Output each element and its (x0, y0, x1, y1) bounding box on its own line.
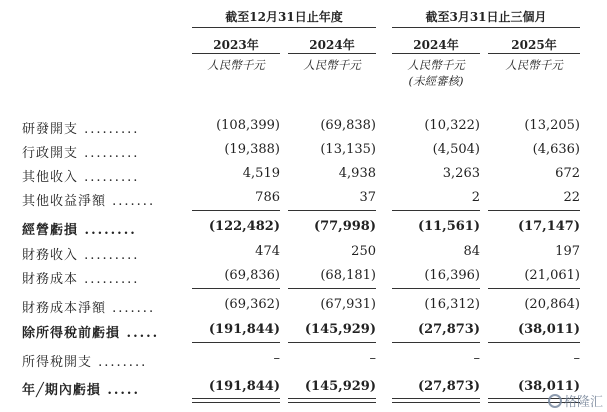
subtotal-rule (392, 342, 480, 343)
row-label-text: 財務收入 (22, 248, 79, 263)
leader-dots: ....... (106, 194, 156, 209)
cell-value: 2 (471, 190, 480, 205)
leader-dots: ......... (78, 122, 140, 137)
cell-value: (27,873) (417, 379, 480, 394)
row-label (22, 142, 139, 161)
row-label (22, 166, 139, 185)
cell-value: (21,061) (524, 268, 580, 283)
cell-value: 250 (351, 244, 376, 259)
cell-value: (191,844) (208, 379, 280, 394)
cell-value: (68,181) (320, 268, 376, 283)
header-group-quarter: 截至3月31日止三個月 (425, 10, 547, 24)
subtotal-rule (288, 210, 376, 211)
year-2024-annual: 2024年 (309, 38, 355, 52)
cell-value: 37 (359, 190, 376, 205)
header-group-rule-2 (392, 27, 580, 28)
subtotal-rule (488, 210, 580, 211)
cell-value: (145,929) (304, 379, 376, 394)
total-double-rule (288, 402, 376, 403)
leader-dots: ........ (78, 223, 137, 238)
row-label (22, 118, 139, 137)
cell-value: (27,873) (417, 322, 480, 337)
cell-value: (69,838) (320, 118, 376, 133)
cell-value: 786 (255, 190, 280, 205)
header-group-rule-1 (192, 27, 376, 28)
cell-value: (20,864) (524, 297, 580, 312)
cell-value: – (273, 351, 280, 366)
row-label-text: 財務成本淨額 (22, 301, 107, 316)
leader-dots: ......... (78, 170, 140, 185)
cell-value: (77,998) (313, 219, 376, 234)
cell-value: (38,011) (517, 322, 580, 337)
leader-dots: ..... (100, 383, 140, 398)
watermark-text: 格隆汇 (563, 395, 603, 410)
cell-value: (69,836) (224, 268, 280, 283)
cell-value: 4,938 (338, 166, 376, 181)
row-label (22, 244, 139, 263)
year-2023: 2023年 (213, 38, 259, 52)
subtotal-rule (488, 288, 580, 289)
cell-value: (13,135) (320, 142, 376, 157)
unit-col-2: 人民幣千元 (303, 58, 361, 72)
cell-value: (191,844) (208, 322, 280, 337)
cell-value: (122,482) (208, 219, 280, 234)
cell-value: 197 (555, 244, 580, 259)
cell-value: – (473, 351, 480, 366)
cell-value: 474 (255, 244, 280, 259)
cell-value: 672 (555, 166, 580, 181)
row-label-text: 財務成本 (22, 272, 79, 287)
unit-col-3: 人民幣千元 (407, 58, 465, 72)
row-label-text: 年╱期內虧損 (22, 383, 101, 398)
total-double-rule (192, 398, 280, 399)
subtotal-rule (288, 288, 376, 289)
total-double-rule (288, 398, 376, 399)
row-label-text: 行政開支 (22, 146, 79, 161)
leader-dots: ..... (120, 326, 160, 341)
subtotal-rule (392, 288, 480, 289)
subtotal-rule (488, 342, 580, 343)
year-rule-3 (392, 53, 480, 54)
cell-value: (19,388) (224, 142, 280, 157)
total-double-rule (192, 402, 280, 403)
cell-value: – (573, 351, 580, 366)
cell-value: (69,362) (224, 297, 280, 312)
row-label-text: 研發開支 (22, 122, 79, 137)
unit-col-4: 人民幣千元 (505, 58, 563, 72)
year-rule-2 (288, 53, 376, 54)
cell-value: (16,396) (424, 268, 480, 283)
row-label (22, 351, 147, 370)
row-label (22, 190, 155, 209)
cell-value: (10,322) (424, 118, 480, 133)
subtotal-rule (392, 210, 480, 211)
header-group-annual: 截至12月31日止年度 (225, 10, 343, 24)
row-label-text: 其他收益淨額 (22, 194, 107, 209)
cell-value: (4,636) (532, 142, 580, 157)
subtotal-rule (192, 210, 280, 211)
subtotal-rule (192, 288, 280, 289)
cell-value: (16,312) (424, 297, 480, 312)
cell-value: 22 (563, 190, 580, 205)
cell-value: (108,399) (216, 118, 280, 133)
cell-value: (13,205) (524, 118, 580, 133)
year-2025-quarter: 2025年 (511, 38, 557, 52)
row-label-text: 所得稅開支 (22, 355, 93, 370)
watermark-logo-icon (548, 394, 562, 408)
row-label-text: 除所得稅前虧損 (22, 326, 121, 341)
cell-value: (38,011) (517, 379, 580, 394)
cell-value: (11,561) (417, 219, 480, 234)
year-rule-4 (488, 53, 580, 54)
year-2024-quarter: 2024年 (413, 38, 459, 52)
leader-dots: ......... (78, 272, 140, 287)
row-label (22, 322, 159, 341)
cell-value: 4,519 (242, 166, 280, 181)
cell-value: – (369, 351, 376, 366)
leader-dots: ......... (78, 146, 140, 161)
total-double-rule (392, 402, 480, 403)
cell-value: (67,931) (320, 297, 376, 312)
subtotal-rule (288, 342, 376, 343)
leader-dots: ......... (78, 248, 140, 263)
total-double-rule (392, 398, 480, 399)
watermark (548, 391, 603, 410)
row-label (22, 268, 139, 287)
leader-dots: ....... (106, 301, 156, 316)
cell-value: (4,504) (432, 142, 480, 157)
row-label (22, 379, 140, 398)
cell-value: (145,929) (304, 322, 376, 337)
unaudited-note: (未經審核) (408, 74, 464, 88)
year-rule-1 (192, 53, 280, 54)
row-label-text: 經營虧損 (22, 223, 79, 238)
subtotal-rule (192, 342, 280, 343)
row-label-text: 其他收入 (22, 170, 79, 185)
cell-value: 84 (463, 244, 480, 259)
leader-dots: ........ (92, 355, 148, 370)
cell-value: (17,147) (517, 219, 580, 234)
row-label (22, 219, 137, 238)
row-label (22, 297, 155, 316)
cell-value: 3,263 (442, 166, 480, 181)
unit-col-1: 人民幣千元 (207, 58, 265, 72)
